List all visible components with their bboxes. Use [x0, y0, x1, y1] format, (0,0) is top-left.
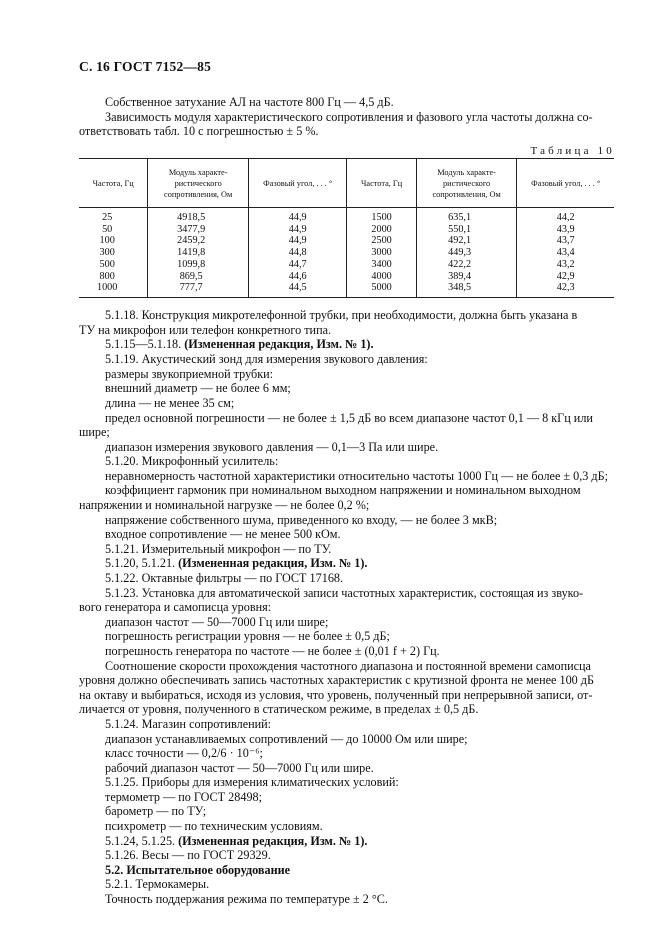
cell-phase-2: 43,4: [517, 247, 614, 259]
text-line: входное сопротивление — не менее 500 кОм.: [105, 527, 341, 541]
cell-modulus-2: 348,5: [416, 282, 517, 297]
amendment-ref: 5.1.20, 5.1.21.: [105, 556, 176, 570]
text-line: диапазон частот — 50—7000 Гц или шире;: [105, 615, 329, 629]
text-line: Точность поддержания режима по температуре ± 2 °С.: [105, 892, 388, 906]
table-10: [79, 158, 614, 298]
intro-line-2: Зависимость модуля характеристического сопротивления и фазового угла частоты должна со-: [105, 110, 593, 124]
cell-phase-2: 43,7: [517, 235, 614, 247]
cell-frequency-2: 1500: [347, 208, 416, 224]
cell-modulus: 1419,8: [148, 247, 249, 259]
cell-phase-2: 42,9: [517, 271, 614, 283]
table-row: [79, 247, 614, 259]
cell-modulus-2: 550,1: [416, 224, 517, 236]
cell-frequency: 25: [102, 212, 113, 223]
cell-phase-2: 42,3: [517, 282, 614, 297]
table-row: [79, 235, 614, 247]
cell-phase: 44,9: [249, 208, 347, 224]
cell-modulus: 3477,9: [148, 224, 249, 236]
cell-frequency: 100: [99, 235, 115, 247]
cell-frequency: 50: [102, 223, 113, 235]
col-header-modulus: Модуль характе-ристического сопротивления, Ом: [148, 159, 249, 208]
cell-phase-2: 43,2: [517, 259, 614, 271]
col-header-phase: Фазовый угол, . . . °: [249, 159, 347, 208]
text-line: напряжение собственного шума, приведенного ко входу, — не более 3 мкВ;: [105, 513, 498, 527]
text-line: 5.1.21. Измерительный микрофон — по ТУ.: [105, 542, 332, 556]
cell-phase: 44,9: [249, 235, 347, 247]
text-line: 5.2.1. Термокамеры.: [105, 877, 210, 891]
intro-line-3: ответствовать табл. 10 с погрешностью ± 5 %.: [79, 124, 319, 138]
text-line: [105, 556, 615, 571]
text-line: вого генератора и самописца уровня:: [79, 600, 272, 614]
cell-frequency: 1000: [79, 282, 148, 297]
cell-phase-2: 44,2: [517, 208, 614, 224]
cell-frequency: 500: [99, 258, 115, 270]
text-line: неравномерность частотной характеристики относительно частоты 1000 Гц — не более ± 0,3 дБ;: [105, 469, 609, 483]
table-row: [79, 224, 614, 236]
cell-modulus-2: 389,4: [416, 271, 517, 283]
cell-frequency: 300: [99, 247, 115, 259]
cell-modulus-2: 492,1: [416, 235, 517, 247]
text-line: диапазон устанавливаемых сопротивлений — до 10000 Ом или шире;: [105, 732, 468, 746]
amendment-note: (Измененная редакция, Изм. № 1).: [178, 556, 368, 570]
text-line: Соотношение скорости прохождения частотного диапазона и постоянной времени самописца: [105, 659, 591, 673]
cell-frequency-2: 4000: [347, 271, 416, 283]
cell-modulus: 869,5: [148, 271, 249, 283]
cell-frequency-2: 2000: [347, 224, 416, 236]
table-row: [79, 259, 614, 271]
cell-frequency-2: 3000: [347, 247, 416, 259]
text-line: ТУ на микрофон или телефон конкретного типа.: [79, 323, 332, 337]
col-header-phase-2: Фазовый угол, . . . °: [517, 159, 614, 208]
text-line: погрешность регистрации уровня — не более ± 0,5 дБ;: [105, 629, 390, 643]
text-line: коэффициент гармоник при номинальном выходном напряжении и номинальном выходном: [105, 483, 581, 497]
text-line: 5.1.22. Октавные фильтры — по ГОСТ 17168.: [105, 571, 344, 585]
text-line: на октаву и выбираться, исходя из условия, что уровень, полученный при непрерывной записи, от-: [79, 688, 593, 702]
cell-modulus: 777,7: [148, 282, 249, 297]
text-line: шире;: [79, 425, 110, 439]
text-line: личается от уровня, полученного в статическом режиме, в пределах ± 0,5 дБ.: [79, 702, 479, 716]
text-line: класс точности — 0,2/6 · 10⁻⁶;: [105, 746, 263, 760]
text-line: 5.1.19. Акустический зонд для измерения звукового давления:: [105, 352, 428, 366]
text-line: [105, 337, 615, 352]
text-line: 5.1.26. Весы — по ГОСТ 29329.: [105, 848, 271, 862]
text-line: напряжении и номинальной нагрузке — не более 0,2 %;: [79, 498, 370, 512]
cell-modulus-2: 635,1: [416, 208, 517, 224]
amendment-note: (Измененная редакция, Изм. № 1).: [184, 337, 374, 351]
text-line: 5.1.20. Микрофонный усилитель:: [105, 454, 279, 468]
table-header-row: [79, 159, 614, 208]
page-header: С. 16 ГОСТ 7152—85: [79, 59, 212, 74]
cell-frequency-2: 5000: [347, 282, 416, 297]
text-line: 5.1.24. Магазин сопротивлений:: [105, 717, 272, 731]
cell-frequency-2: 3400: [347, 259, 416, 271]
text-line: термометр — по ГОСТ 28498;: [105, 790, 263, 804]
text-line: уровня должно обеспечивать запись частотных характеристик с крутизной фронта не менее 100 дБ: [79, 673, 594, 687]
text-line: 5.1.23. Установка для автоматической записи частотных характеристик, состоящая из звуко-: [105, 586, 584, 600]
table-row: [79, 282, 614, 297]
cell-modulus-2: 449,3: [416, 247, 517, 259]
text-line: диапазон измерения звукового давления — 0,1—3 Па или шире.: [105, 440, 439, 454]
cell-phase: 44,9: [249, 224, 347, 236]
table-caption: Таблица 10: [530, 145, 615, 157]
cell-modulus: 1099,8: [148, 259, 249, 271]
cell-phase: 44,6: [249, 271, 347, 283]
amendment-note: (Измененная редакция, Изм. № 1).: [178, 834, 368, 848]
col-header-modulus-2: Модуль характе-ристического сопротивления, Ом: [416, 159, 517, 208]
col-header-frequency: Частота, Гц: [79, 159, 148, 208]
amendment-ref: 5.1.15—5.1.18.: [105, 337, 182, 351]
section-heading: 5.2. Испытательное оборудование: [105, 863, 291, 877]
text-line: предел основной погрешности — не более ± 1,5 дБ во всем диапазоне частот 0,1 — 8 кГц или: [105, 411, 593, 425]
col-header-frequency-2: Частота, Гц: [347, 159, 416, 208]
text-line: психрометр — по техническим условиям.: [105, 819, 323, 833]
table-row: [79, 271, 614, 283]
cell-phase-2: 43,9: [517, 224, 614, 236]
text-line: [105, 834, 615, 849]
intro-line-1: Собственное затухание АЛ на частоте 800 Гц — 4,5 дБ.: [105, 95, 394, 109]
cell-modulus: 4918,5: [148, 208, 249, 224]
table-row: [79, 208, 614, 224]
text-line: длина — не менее 35 см;: [105, 396, 235, 410]
cell-phase: 44,5: [249, 282, 347, 297]
text-line: 5.1.25. Приборы для измерения климатических условий:: [105, 775, 399, 789]
cell-modulus-2: 422,2: [416, 259, 517, 271]
amendment-ref: 5.1.24, 5.1.25.: [105, 834, 176, 848]
cell-phase: 44,7: [249, 259, 347, 271]
text-line: 5.1.18. Конструкция микротелефонной трубки, при необходимости, должна быть указана в: [105, 308, 578, 322]
text-line: внешний диаметр — не более 6 мм;: [105, 381, 291, 395]
cell-frequency-2: 2500: [347, 235, 416, 247]
cell-frequency: 800: [99, 270, 115, 282]
cell-modulus: 2459,2: [148, 235, 249, 247]
text-line: размеры звукоприемной трубки:: [105, 367, 274, 381]
text-line: погрешность генератора по частоте — не более ± (0,01 f + 2) Гц.: [105, 644, 440, 658]
cell-phase: 44,8: [249, 247, 347, 259]
text-line: рабочий диапазон частот — 50—7000 Гц или шире.: [105, 761, 374, 775]
text-line: барометр — по ТУ;: [105, 804, 207, 818]
